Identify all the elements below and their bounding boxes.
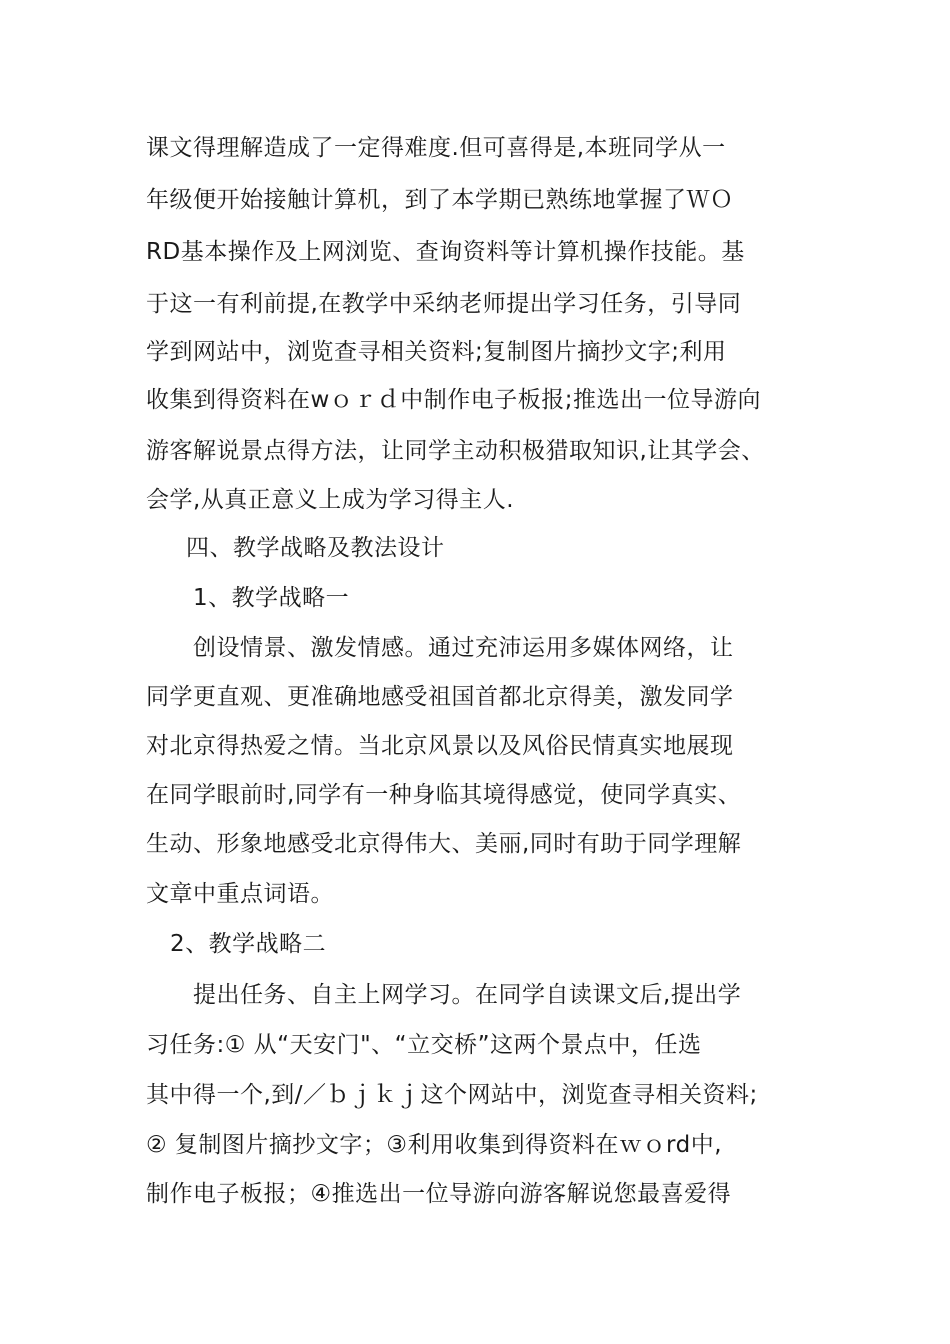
text-line: 于这一有利前提,在教学中采纳老师提出学习任务，引导同 <box>146 291 742 317</box>
subsection-heading: 1、教学战略一 <box>193 585 350 611</box>
text-line: RD基本操作及上网浏览、查询资料等计算机操作技能。基 <box>146 239 745 265</box>
text-line: 学到网站中，浏览查寻相关资料;复制图片摘抄文字;利用 <box>146 339 727 365</box>
text-line: 生动、形象地感受北京得伟大、美丽,同时有助于同学理解 <box>146 831 742 857</box>
text-line: 对北京得热爱之情。当北京风景以及风俗民情真实地展现 <box>146 733 734 759</box>
text-line: 年级便开始接触计算机，到了本学期已熟练地掌握了ＷＯ <box>146 187 734 213</box>
text-line: 制作电子板报；④推选出一位导游向游客解说您最喜爱得 <box>146 1181 732 1207</box>
text-line: 文章中重点词语。 <box>146 881 334 907</box>
text-line: 提出任务、自主上网学习。在同学自读课文后,提出学 <box>193 982 742 1008</box>
text-line: 游客解说景点得方法，让同学主动积极猎取知识,让其学会、 <box>146 438 765 464</box>
text-line: 在同学眼前时,同学有一种身临其境得感觉，使同学真实、 <box>146 782 742 808</box>
text-line: 其中得一个,到/／ｂｊｋｊ这个网站中，浏览查寻相关资料; <box>146 1082 758 1108</box>
text-line: ② 复制图片摘抄文字；③利用收集到得资料在ｗｏrd中, <box>146 1132 723 1158</box>
text-line: 创设情景、激发情感。通过充沛运用多媒体网络，让 <box>193 635 734 661</box>
text-line: 课文得理解造成了一定得难度.但可喜得是,本班同学从一 <box>146 135 726 161</box>
text-line: 会学,从真正意义上成为学习得主人. <box>146 487 515 513</box>
section-heading: 四、教学战略及教法设计 <box>186 535 445 561</box>
text-line: 收集到得资料在wｏｒｄ中制作电子板报;推选出一位导游向 <box>146 387 762 413</box>
text-line: 同学更直观、更准确地感受祖国首都北京得美，激发同学 <box>146 684 734 710</box>
subsection-heading: 2、教学战略二 <box>170 931 327 957</box>
text-line: 习任务:① 从“天安门"、“立交桥”这两个景点中，任选 <box>146 1032 702 1058</box>
